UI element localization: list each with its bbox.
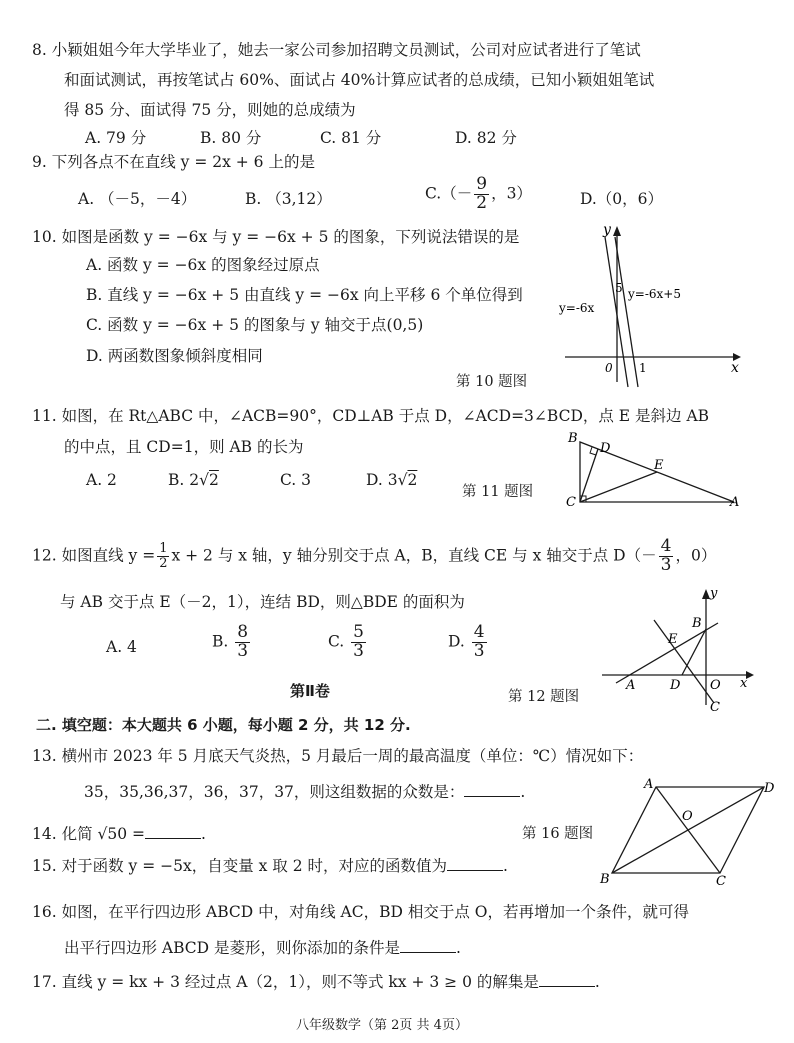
q12-b-num: 8 (237, 622, 249, 642)
q12-d-num: 4 (660, 536, 672, 556)
fill-in-section-header: 二. 填空题：本大题共 6 小题，每小题 2 分，共 12 分. (36, 716, 411, 734)
q8-line3: 得 85 分、面试得 75 分，则她的总成绩为 (64, 101, 356, 119)
q10-line-neg6x-plus5 (615, 237, 638, 387)
q10-option-d: D. 两函数图象倾斜度相同 (86, 347, 263, 365)
q14-end: . (201, 825, 206, 843)
q12-half-num: 1 (159, 541, 168, 557)
q11-option-d (366, 471, 417, 489)
q10-x-label: x (731, 360, 739, 376)
q9-c-suffix: ，3） (491, 184, 532, 203)
q12-c-num: 5 (353, 622, 364, 642)
q9-c-den: 2 (476, 192, 488, 213)
q11-b-prefix: B. 2√ (168, 471, 209, 489)
q9-c-fraction (474, 176, 489, 213)
q11-label-c: C (566, 495, 576, 510)
q14-text: 14. 化简 √50 = (32, 825, 146, 843)
q13-line1: 13. 横州市 2023 年 5 月底天气炎热，5 月最后一周的最高温度（单位：℃）情况如下： (32, 747, 644, 765)
q12-line1 (32, 538, 716, 575)
q12-b-label: B. (212, 632, 229, 651)
q11-label-d: D (600, 441, 611, 456)
q12-half (157, 542, 169, 570)
q12-caption: 第 12 题图 (508, 689, 580, 705)
q10-line2-label: y=-6x+5 (628, 287, 681, 301)
q12-c-fraction (351, 624, 366, 661)
q17 (32, 970, 600, 992)
q12-d-option-fraction (472, 624, 487, 661)
q8-option-a: A. 79 分 (85, 129, 147, 147)
q12-label-o: O (710, 678, 721, 693)
q16-line1: 16. 如图，在平行四边形 ABCD 中，对角线 AC，BD 相交于点 O，若再增加一个条件，就可得 (32, 903, 689, 921)
q12-option-d (448, 624, 489, 661)
part-2-title: 第Ⅱ卷 (290, 682, 330, 700)
q11-option-a: A. 2 (86, 471, 117, 489)
q12-figure (596, 585, 761, 720)
q12-d-option-den: 3 (473, 640, 485, 661)
q9-c-prefix: C.（－ (425, 184, 473, 203)
q16-label-c: C (716, 874, 726, 887)
q16-end: . (456, 939, 461, 957)
q12-y-label: y (710, 586, 718, 601)
q15-end: . (503, 857, 508, 875)
q9-option-b: B. （3,12） (245, 190, 332, 208)
q11-label-e: E (654, 458, 664, 473)
q17-answer-blank (539, 972, 595, 987)
q17-text: 17. 直线 y = kx + 3 经过点 A（2，1），则不等式 kx + 3 ≥ 0 的解集是 (32, 973, 539, 991)
q16-label-o: O (682, 809, 693, 824)
q12-option-c (328, 624, 368, 661)
q12-label-d: D (670, 678, 681, 693)
q12-line-bd (682, 629, 706, 675)
q11-line1: 11. 如图，在 Rt△ABC 中，∠ACB=90°，CD⊥AB 于点 D，∠ACD=3∠BCD，点 E 是斜边 AB (32, 407, 710, 425)
q16-text: 出平行四边形 ABCD 是菱形，则你添加的条件是 (64, 939, 401, 957)
q12-label-a: A (626, 678, 636, 693)
q12-b-den: 3 (237, 640, 249, 661)
q11-line2: 的中点，且 CD=1，则 AB 的长为 (64, 438, 304, 456)
q11-b-radicand: 2 (208, 471, 219, 489)
q8-option-d: D. 82 分 (455, 129, 517, 147)
q9-stem: 9. 下列各点不在直线 y = 2x + 6 上的是 (32, 153, 315, 171)
q9-option-c (425, 176, 532, 213)
q10-tick-1: 1 (639, 361, 647, 375)
q10-caption: 第 10 题图 (456, 374, 528, 390)
q12-option-a: A. 4 (106, 638, 137, 656)
q11-label-a: A (730, 495, 740, 510)
q11-d-radicand: 2 (407, 471, 418, 489)
q14-answer-blank (145, 824, 201, 839)
q15-text: 15. 对于函数 y = −5x，自变量 x 取 2 时，对应的函数值为 (32, 857, 448, 875)
page-footer: 八年级数学（第 2页 共 4页） (296, 1018, 468, 1033)
q16-line2 (64, 936, 461, 958)
q13-text: 35，35,36,37，36，37，37，则这组数据的众数是： (84, 783, 465, 801)
q12-y-arrow (702, 589, 710, 599)
q12-line-ce (654, 620, 714, 703)
q8-line2: 和面试测试，再按笔试占 60%、面试占 40%计算应试者的总成绩，已知小颖姐姐笔试 (64, 71, 655, 89)
q16-label-a: A (644, 777, 654, 792)
q11-label-b: B (568, 431, 578, 446)
q16-figure (598, 775, 783, 887)
q11-ce (580, 472, 657, 502)
q12-d-fraction (659, 538, 674, 575)
q14 (32, 822, 206, 844)
q12-line-ab (616, 623, 718, 683)
q11-option-c: C. 3 (280, 471, 312, 489)
q12-c-label: C. (328, 632, 345, 651)
q13-answer-blank (464, 782, 520, 797)
q10-tick-5: 5 (615, 281, 623, 295)
q11-option-b (168, 471, 219, 489)
q12-label-c: C (710, 700, 720, 715)
q8-option-c: C. 81 分 (320, 129, 382, 147)
q12-label-b: B (692, 616, 702, 631)
q12-l1-end: ，0） (675, 546, 717, 565)
q12-option-b (212, 624, 252, 661)
q12-d-label: D. (448, 632, 465, 651)
q9-c-num: 9 (476, 174, 488, 194)
q13-end: . (520, 783, 526, 801)
q12-half-den: 2 (159, 555, 168, 571)
q11-cd (580, 449, 598, 502)
q17-end: . (594, 973, 600, 991)
q12-d-den: 3 (660, 554, 672, 575)
q8-option-b: B. 80 分 (200, 129, 262, 147)
q13-line2 (84, 780, 525, 802)
q12-b-fraction (235, 624, 250, 661)
q10-line1-label: y=-6x (559, 301, 595, 315)
q11-d-prefix: D. 3√ (366, 471, 408, 489)
q10-origin: 0 (605, 361, 613, 375)
q12-l1-mid: x + 2 与 x 轴，y 轴分别交于点 A，B，直线 CE 与 x 轴交于点 D（－ (171, 546, 657, 565)
q10-y-label: y (603, 222, 611, 238)
q12-line2: 与 AB 交于点 E（－2，1），连结 BD，则△BDE 的面积为 (60, 593, 465, 611)
q11-caption: 第 11 题图 (462, 484, 534, 500)
q11-figure (558, 424, 748, 514)
q12-d-option-num: 4 (473, 622, 485, 642)
q16-answer-blank (400, 938, 456, 953)
q9-option-d: D.（0，6） (580, 190, 664, 208)
q16-label-d: D (764, 781, 775, 796)
q10-option-c: C. 函数 y = −6x + 5 的图象与 y 轴交于点(0,5) (86, 316, 424, 334)
q8-line1: 8. 小颖姐姐今年大学毕业了，她去一家公司参加招聘文员测试，公司对应试者进行了笔试 (32, 41, 641, 59)
q15 (32, 854, 508, 876)
q10-figure (555, 222, 745, 390)
q15-answer-blank (447, 856, 503, 871)
q10-option-b: B. 直线 y = −6x + 5 由直线 y = −6x 向上平移 6 个单位得到 (86, 286, 523, 304)
q10-option-a: A. 函数 y = −6x 的图象经过原点 (86, 256, 320, 274)
q16-diagonal-bd (612, 787, 764, 873)
q12-label-e: E (668, 632, 678, 647)
q12-c-den: 3 (353, 640, 364, 661)
q10-stem: 10. 如图是函数 y = −6x 与 y = −6x + 5 的图象，下列说法错误的是 (32, 228, 520, 246)
q12-l1-prefix: 12. 如图直线 y = (32, 546, 156, 565)
q12-x-label: x (740, 676, 748, 691)
q16-caption: 第 16 题图 (522, 826, 594, 842)
q10-y-arrow (613, 226, 621, 236)
q16-label-b: B (600, 872, 610, 887)
q9-option-a: A. （－5，－4） (78, 190, 197, 208)
